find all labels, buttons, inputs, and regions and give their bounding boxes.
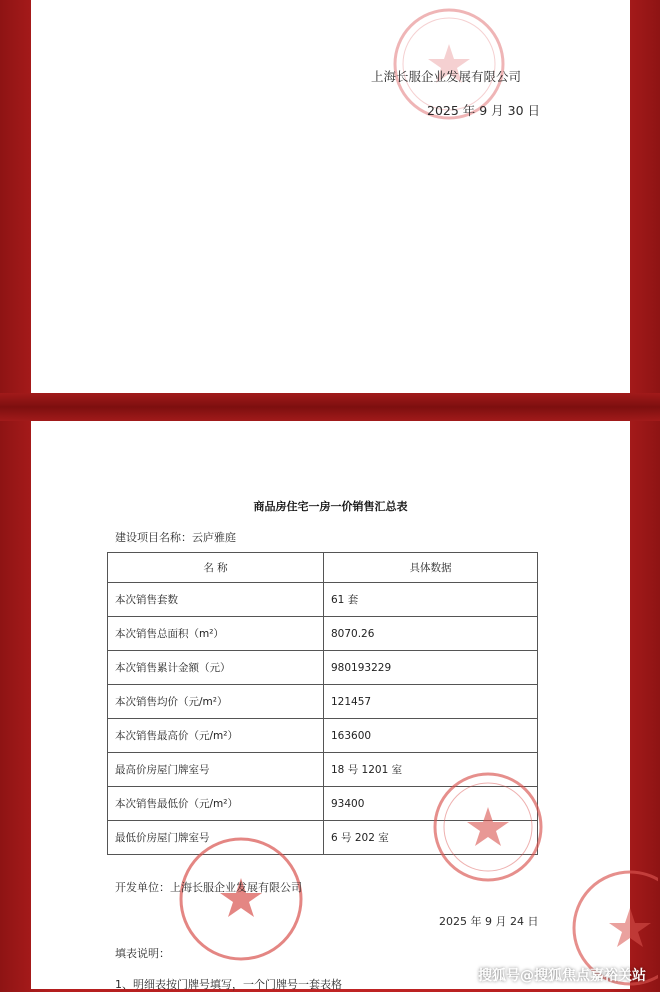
row-label: 本次销售总面积（m²）: [108, 617, 324, 651]
row-label: 本次销售最低价（元/m²）: [108, 787, 324, 821]
developer-line: [115, 879, 302, 895]
bottom-document-page: [31, 421, 630, 989]
table-row: [108, 685, 538, 719]
row-value: 8070.26: [324, 617, 538, 651]
fill-date: 2025 年 9 月 24 日: [439, 915, 539, 928]
signing-date-top: 2025 年 9 月 30 日: [427, 103, 541, 118]
table-row: [108, 651, 538, 685]
developer-name: 上海长服企业发展有限公司: [170, 881, 302, 894]
developer-seal-stamp: [176, 834, 306, 964]
source-watermark: 搜狐号@搜狐焦点嘉裕关站: [478, 968, 646, 984]
table-row: [108, 583, 538, 617]
row-label: 最高价房屋门牌室号: [108, 753, 324, 787]
top-document-page: [31, 0, 630, 393]
row-label: 本次销售均价（元/m²）: [108, 685, 324, 719]
document-title: 商品房住宅一房一价销售汇总表: [253, 500, 408, 513]
header-value: 具体数据: [324, 553, 538, 583]
table-row: [108, 617, 538, 651]
red-divider-band: [0, 393, 660, 421]
company-name-top: 上海长服企业发展有限公司: [371, 69, 522, 84]
project-name-line: [115, 529, 236, 545]
row-value: 6 号 202 室: [324, 821, 538, 855]
fill-instruction-item: 1、明细表按门牌号填写，一个门牌号一套表格: [115, 978, 342, 991]
row-value: 121457: [324, 685, 538, 719]
project-label: 建设项目名称：: [115, 531, 192, 544]
row-label: 最低价房屋门牌室号: [108, 821, 324, 855]
project-name: 云庐雅庭: [192, 531, 236, 544]
developer-label: 开发单位：: [115, 881, 170, 894]
row-value: 980193229: [324, 651, 538, 685]
row-label: 本次销售最高价（元/m²）: [108, 719, 324, 753]
table-row: [108, 719, 538, 753]
header-name: 名 称: [108, 553, 324, 583]
row-label: 本次销售套数: [108, 583, 324, 617]
row-value: 163600: [324, 719, 538, 753]
row-label: 本次销售累计金额（元）: [108, 651, 324, 685]
row-value: 93400: [324, 787, 538, 821]
row-value: 61 套: [324, 583, 538, 617]
fill-instructions-title: 填表说明：: [115, 947, 170, 960]
table-header-row: [108, 553, 538, 583]
regulator-seal-stamp: [430, 769, 546, 885]
row-value: 18 号 1201 室: [324, 753, 538, 787]
